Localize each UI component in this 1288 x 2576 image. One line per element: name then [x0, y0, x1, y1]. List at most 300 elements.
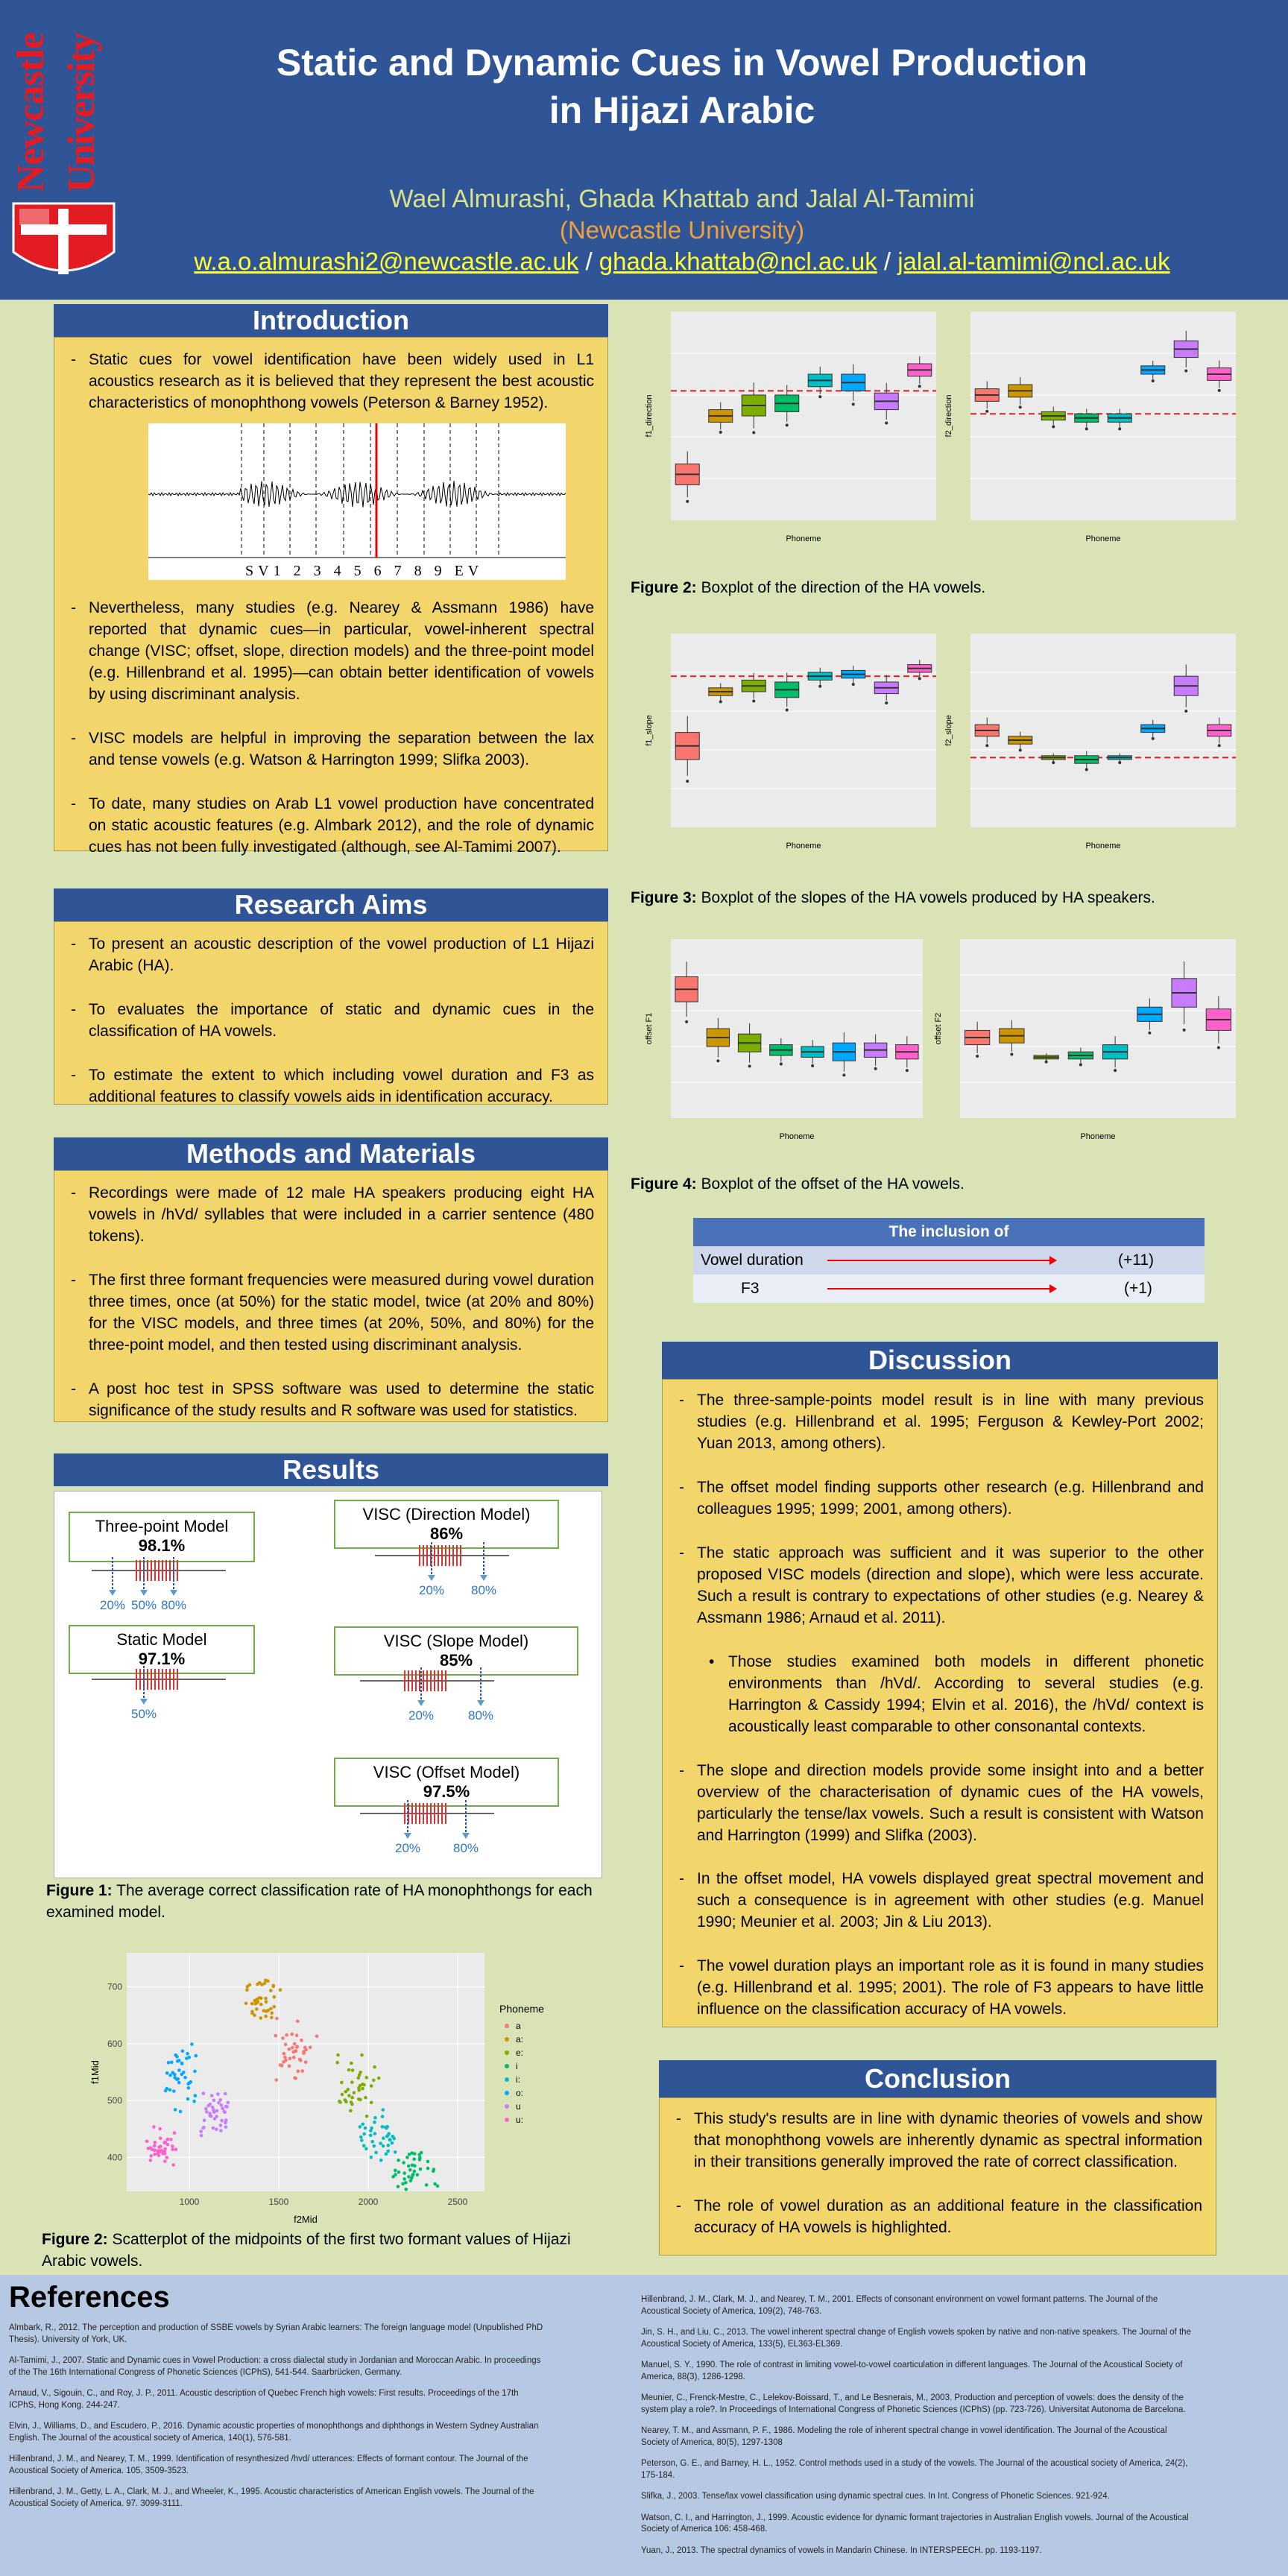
data-point	[362, 2133, 366, 2136]
poster-title-line1: Static and Dynamic Cues in Vowel Production	[276, 42, 1088, 83]
data-point	[361, 2123, 364, 2127]
data-point	[152, 2125, 156, 2129]
data-point	[282, 2060, 285, 2064]
sample-label: 20%	[99, 1598, 126, 1612]
data-point	[298, 2058, 302, 2062]
data-point	[370, 2100, 373, 2104]
data-point	[186, 2097, 190, 2101]
model-score: 97.5%	[423, 1782, 470, 1801]
arrow-icon	[827, 1288, 1051, 1289]
figure1-text: The average correct classification rate of HA monophthongs for each examined model.	[46, 1882, 593, 1922]
data-point	[274, 2034, 278, 2038]
data-point	[382, 2108, 385, 2112]
data-point	[369, 2134, 373, 2138]
data-point	[292, 2056, 296, 2059]
discussion-heading: Discussion	[662, 1342, 1218, 1379]
data-point	[194, 2094, 198, 2097]
model-score: 85%	[439, 1651, 473, 1670]
data-point	[246, 1985, 250, 1989]
arrow-down-icon	[480, 1575, 487, 1581]
reference-item: Jin, S. H., and Liu, C., 2013. The vowel inherent spectral change of English vowels spoken by native and non-native speakers. The Journal of the Acoustical Society of America, 133(5), EL363-EL369.	[641, 2328, 1191, 2349]
data-point	[224, 2092, 227, 2096]
figure4-label: Figure 4:	[631, 1175, 697, 1193]
reference-item: Nearey, T. M., and Assmann, P. F., 1986. Modeling the role of inherent spectral change in vowel identification. The Journal of the Acoustical Society of America, 80(5), 1297-1308	[641, 2426, 1167, 2447]
data-point	[171, 2147, 174, 2151]
data-point	[284, 2043, 288, 2047]
y-axis-title: f1_direction	[645, 394, 654, 438]
data-point	[163, 2147, 167, 2151]
outlier-point	[1118, 427, 1121, 430]
data-point	[359, 2071, 362, 2074]
introduction-heading: Introduction	[54, 304, 608, 337]
reference-item: Peterson, G. E., and Barney, H. L., 1952. Control methods used in a study of the vowels. The Journal of the acoustical society of America, 24(2), 175-184.	[641, 2459, 1188, 2480]
arrow-down-icon	[404, 1833, 411, 1839]
data-point	[413, 2164, 417, 2168]
data-point	[220, 2119, 224, 2123]
inclusion-table-header: The inclusion of	[693, 1218, 1205, 1246]
data-point	[353, 2091, 356, 2094]
y-tick-label: 700	[107, 1981, 122, 1992]
svg-text:University: University	[60, 32, 103, 192]
x-axis-title: Phoneme	[1085, 842, 1121, 850]
data-point	[168, 2089, 172, 2092]
legend-key	[505, 2064, 509, 2068]
data-point	[270, 2015, 274, 2019]
data-point	[350, 2062, 353, 2065]
legend-label: u:	[516, 2115, 524, 2125]
data-point	[167, 2061, 171, 2065]
data-point	[436, 2185, 440, 2188]
arrow-down-icon	[170, 1590, 177, 1596]
data-point	[408, 2168, 412, 2172]
data-point	[170, 2061, 174, 2065]
legend-key	[505, 2104, 509, 2109]
data-point	[265, 2001, 268, 2004]
waveform-labels: SV1 2 3 4 5 6 7 8 9 EV	[245, 562, 484, 579]
data-point	[382, 2136, 385, 2140]
method-item: - A post hoc test in SPSS software was used to determine the static significance of the study results and R software was used for statistics.	[66, 1379, 594, 1422]
outlier-point	[1183, 1029, 1186, 1032]
waveform-image	[148, 423, 566, 580]
y-tick-label: 600	[107, 2038, 122, 2049]
arrow-down-icon	[140, 1590, 148, 1596]
data-point	[169, 2138, 173, 2141]
x-tick-label: 2000	[358, 2197, 379, 2207]
data-point	[374, 2151, 378, 2155]
outlier-point	[885, 422, 888, 425]
model-score: 98.1%	[138, 1536, 186, 1555]
data-point	[349, 2109, 353, 2113]
data-point	[397, 2159, 400, 2162]
data-point	[350, 2096, 354, 2100]
model-name: VISC (Offset Model)	[373, 1763, 520, 1781]
outlier-point	[685, 1020, 688, 1023]
data-point	[407, 2165, 411, 2168]
data-point	[216, 2092, 220, 2096]
data-point	[156, 2152, 160, 2156]
data-point	[413, 2170, 417, 2174]
outlier-point	[1052, 761, 1055, 764]
data-point	[153, 2153, 157, 2156]
inclusion-row-value: (+1)	[1124, 1280, 1152, 1297]
data-point	[387, 2150, 391, 2153]
conclusion-box	[659, 2097, 1216, 2255]
reference-item: Yuan, J., 2013. The spectral dynamics of vowels in Mandarin Chinese. In INTERSPEECH. pp. 1193-1197.	[641, 2545, 1042, 2555]
data-point	[385, 2152, 388, 2156]
outlier-point	[842, 1073, 845, 1076]
model-score: 86%	[429, 1524, 464, 1543]
sample-label: 80%	[470, 1583, 497, 1597]
reference-item: Hillenbrand, J. M., Getty, L. A., Clark, M. J., and Wheeler, K., 1995. Acoustic characteristics of American English vowels. The Journal of the Acoustical Society of America. 97. 3099-3111.	[9, 2487, 534, 2508]
data-point	[340, 2081, 344, 2085]
poster-header	[0, 0, 1288, 300]
boxplot-direction-f1	[643, 304, 944, 580]
data-point	[163, 2159, 167, 2163]
sample-label: 20%	[408, 1708, 435, 1723]
outlier-point	[811, 1064, 814, 1067]
authors: Wael Almurashi, Ghada Khattab and Jalal Al-Tamimi	[389, 185, 975, 213]
data-point	[259, 2003, 263, 2007]
data-point	[288, 2048, 291, 2051]
reference-item: Hillenbrand, J. M., Clark, M. J., and Nearey, T. M., 2001. Effects of consonant environment on vowel formant patterns. The Journal of the Acoustical Society of America, 109(2), 748-763.	[641, 2295, 1158, 2316]
intro-paragraph-1: - Static cues for vowel identification have been widely used in L1 acoustics research as it is believed that they represent the best acoustic characteristics of monophthong vowels (Peterson & Barney 1952).	[66, 350, 594, 414]
data-point	[432, 2170, 435, 2174]
data-point	[149, 2159, 153, 2162]
legend-key	[505, 2024, 509, 2028]
data-point	[174, 2147, 178, 2151]
outlier-point	[752, 431, 755, 434]
data-point	[204, 2107, 208, 2111]
arrow-head-icon	[1049, 1284, 1057, 1293]
sample-label: 80%	[160, 1598, 187, 1612]
arrow-down-icon	[477, 1700, 484, 1706]
data-point	[372, 2079, 376, 2083]
university-logo	[6, 13, 118, 282]
data-point	[158, 2127, 162, 2131]
data-point	[188, 2081, 192, 2085]
data-point	[279, 1988, 282, 1992]
figure3-caption	[631, 887, 1242, 909]
data-point	[360, 2138, 364, 2142]
data-point	[154, 2141, 157, 2144]
data-point	[212, 2108, 215, 2112]
data-point	[269, 2007, 273, 2011]
data-point	[361, 2087, 364, 2091]
data-point	[175, 2055, 179, 2059]
outlier-point	[1184, 370, 1187, 373]
plot-background	[127, 1953, 484, 2191]
data-point	[377, 2077, 381, 2080]
data-point	[227, 2101, 230, 2105]
outlier-point	[1045, 1061, 1048, 1064]
aims-box	[54, 921, 608, 1105]
intro-paragraph-3: - VISC models are helpful in improving the separation between the lax and tense vowels (e.g. Watson & Harrington 1999; Slifka 2003).	[66, 728, 594, 771]
data-point	[397, 2185, 400, 2188]
data-point	[208, 2112, 212, 2115]
data-point	[218, 2098, 222, 2102]
plot-background	[671, 634, 936, 827]
legend-key	[505, 2037, 509, 2042]
data-point	[402, 2171, 406, 2175]
data-point	[292, 2051, 296, 2054]
data-point	[220, 2103, 224, 2107]
outlier-point	[719, 701, 722, 704]
outlier-point	[1218, 744, 1221, 747]
data-point	[341, 2093, 344, 2097]
x-tick-label: 1000	[179, 2197, 200, 2207]
outlier-point	[818, 685, 821, 688]
discussion-item: - The static approach was sufficient and it was superior to the other proposed VISC models (direction and slope), which were less accurate. Such a result is contrary to expectations of other studies (e.g. Nearey & Assmann 1986; Arnaud et al. 2011).	[675, 1543, 1204, 1629]
intro-paragraph-4: - To date, many studies on Arab L1 vowel production have concentrated on static acoustic features (e.g. Almbark 2012), and the role of dynamic cues has not been fully investigated (although, see Al-Tamimi 2007).	[66, 794, 594, 859]
arrow-down-icon	[109, 1590, 116, 1596]
outlier-point	[1217, 1046, 1220, 1049]
data-point	[426, 2167, 430, 2171]
data-point	[373, 2132, 377, 2135]
data-point	[288, 2065, 291, 2068]
x-axis-title: Phoneme	[1080, 1132, 1116, 1141]
data-point	[183, 2076, 187, 2080]
data-point	[394, 2150, 397, 2154]
data-point	[393, 2137, 397, 2141]
method-item: - The first three formant frequencies were measured during vowel duration three times, once (at 50%) for the static model, twice (at 20% and 80%) for the VISC models, and three times (at 20%, 50%, and 80%) for the three-point model, and then tested using discriminant analysis.	[66, 1270, 594, 1357]
data-point	[347, 2068, 351, 2072]
data-point	[296, 2019, 300, 2023]
data-point	[294, 2077, 297, 2080]
data-point	[293, 2042, 297, 2046]
arrow-down-icon	[140, 1699, 148, 1705]
legend-key	[505, 2077, 509, 2082]
separator: /	[883, 247, 891, 275]
results-heading: Results	[54, 1453, 608, 1486]
outlier-point	[1118, 761, 1121, 764]
boxplot-direction-f2	[942, 304, 1243, 580]
data-point	[370, 2127, 373, 2130]
model-name: Three-point Model	[95, 1517, 229, 1535]
outlier-point	[1184, 710, 1187, 713]
data-point	[186, 2052, 189, 2056]
data-point	[359, 2135, 363, 2139]
data-point	[418, 2156, 422, 2159]
outlier-point	[1052, 426, 1055, 429]
discussion-subitem: • Those studies examined both models in different phonetic environments than /hVd/. According to several studies (e.g. Harrington & Cassidy 1994; Elvin et al. 2016), the /hVd/ context is acoustically least comparable to other consonantal contexts.	[675, 1652, 1204, 1738]
x-axis-title: Phoneme	[786, 534, 821, 543]
y-axis-title: offset F2	[934, 1012, 943, 1045]
boxplot-slope-f2	[942, 626, 1243, 887]
data-point	[388, 2138, 392, 2142]
data-point	[250, 2002, 254, 2006]
outlier-point	[719, 431, 722, 434]
sample-label: 20%	[418, 1583, 445, 1597]
data-point	[335, 2061, 339, 2065]
outlier-point	[1019, 405, 1022, 408]
data-point	[357, 2077, 361, 2080]
data-point	[282, 2052, 286, 2056]
data-point	[244, 2001, 248, 2005]
data-point	[304, 2060, 308, 2064]
data-point	[300, 2039, 303, 2042]
data-point	[177, 2081, 181, 2085]
data-point	[288, 2056, 292, 2060]
data-point	[209, 2103, 212, 2106]
reference-item: Hillenbrand, J. M., and Nearey, T. M., 1999. Identification of resynthesized /hvd/ utterances: Effects of formant contour. The Journal of the Acoustical Society of America. 105, 3509-3523.	[9, 2455, 528, 2475]
data-point	[315, 2035, 319, 2039]
discussion-item: - The three-sample-points model result is in line with many previous studies (e.g. Hillenbrand et al. 1995; Ferguson & Kewley-Port 2002; Yuan 2013, among others).	[675, 1390, 1204, 1455]
data-point	[373, 2116, 377, 2120]
outlier-point	[1019, 749, 1022, 752]
y-tick-label: 400	[107, 2152, 122, 2163]
references-section	[0, 2275, 1288, 2576]
legend-label: e:	[516, 2048, 524, 2058]
outlier-point	[1152, 379, 1155, 382]
data-point	[221, 2106, 224, 2110]
reference-item: Slifka, J., 2003. Tense/lax vowel classification using dynamic spectral cues. In Int. Congress of Phonetic Sciences. 921-924.	[641, 2492, 1110, 2501]
data-point	[275, 2078, 279, 2082]
outlier-point	[818, 395, 821, 398]
model-name: Static Model	[116, 1630, 207, 1649]
outlier-point	[1152, 737, 1155, 740]
data-point	[373, 2065, 376, 2069]
data-point	[296, 2045, 300, 2049]
x-tick-label: 1500	[268, 2197, 289, 2207]
data-point	[379, 2141, 382, 2145]
data-point	[411, 2151, 414, 2155]
data-point	[364, 2127, 367, 2130]
outlier-point	[686, 500, 689, 503]
conclusion-item: - The role of vowel duration as an additional feature in the classification accuracy of HA vowels is highlighted.	[672, 2196, 1202, 2239]
outlier-point	[1085, 768, 1088, 771]
outlier-point	[1010, 1053, 1013, 1056]
data-point	[225, 2105, 229, 2109]
data-point	[147, 2147, 151, 2150]
affiliation: (Newcastle University)	[559, 216, 805, 244]
email-link-3[interactable]: jalal.al-tamimi@ncl.ac.uk	[897, 247, 1170, 275]
scatter-caption-label: Figure 2:	[42, 2231, 108, 2248]
outlier-point	[918, 385, 921, 388]
model-name: VISC (Slope Model)	[383, 1632, 529, 1650]
data-point	[350, 2100, 353, 2104]
data-point	[364, 2096, 367, 2100]
data-point	[265, 2010, 268, 2013]
email-link-2[interactable]: ghada.khattab@ncl.ac.uk	[599, 247, 877, 275]
data-point	[179, 2110, 183, 2114]
plot-background	[970, 634, 1236, 827]
email-line	[119, 247, 1245, 276]
legend-label: i	[516, 2061, 518, 2071]
data-point	[266, 1979, 270, 1983]
data-point	[297, 2070, 300, 2074]
data-point	[212, 2127, 215, 2130]
data-point	[195, 2054, 198, 2058]
separator: /	[585, 247, 593, 275]
outlier-point	[874, 1067, 877, 1070]
outlier-point	[716, 1059, 719, 1062]
data-point	[338, 2100, 341, 2103]
outlier-point	[786, 708, 789, 711]
data-point	[192, 2100, 196, 2103]
outlier-point	[1218, 389, 1221, 392]
data-point	[344, 2090, 348, 2094]
outlier-point	[906, 1069, 909, 1072]
data-point	[416, 2173, 420, 2176]
outlier-point	[918, 677, 921, 680]
intro-paragraph-2: - Nevertheless, many studies (e.g. Nearey & Assmann 1986) have reported that dynamic cues—in particular, vowel-inherent spectral change (VISC; offset, slope, direction models) and the three-point model (e.g. Hillenbrand et al. 1995)—can obtain better identification of vowels by using discriminant analysis.	[66, 598, 594, 706]
data-point	[200, 2134, 203, 2138]
outlier-point	[748, 1064, 751, 1067]
outlier-point	[985, 410, 988, 413]
data-point	[283, 2056, 287, 2059]
data-point	[273, 2005, 277, 2009]
y-axis-title: f1_slope	[645, 715, 654, 746]
data-point	[411, 2173, 415, 2176]
reference-item: Arnaud, V., Sigouin, C., and Roy, J. P., 2011. Acoustic description of Quebec French high vowels: First results. Proceedings of the 17th ICPhS, Hong Kong. 244-247.	[9, 2389, 519, 2410]
data-point	[176, 2059, 180, 2063]
data-point	[275, 2017, 279, 2021]
references-heading: References	[9, 2281, 170, 2314]
data-point	[364, 2076, 368, 2080]
outlier-point	[976, 1055, 979, 1058]
data-point	[212, 2099, 216, 2103]
methods-heading: Methods and Materials	[54, 1137, 608, 1170]
discussion-item: - The vowel duration plays an important role as it is found in many studies (e.g. Hillenbrand et al. 1995; 2001). The role of F3 appears to have little influence on the classification accuracy of HA vowels.	[675, 1956, 1204, 2021]
data-point	[405, 2156, 409, 2159]
data-point	[180, 2062, 184, 2065]
data-point	[285, 2033, 288, 2037]
data-point	[409, 2179, 413, 2182]
aim-item: - To present an acoustic description of the vowel production of L1 Hijazi Arabic (HA).	[66, 934, 594, 977]
arrow-down-icon	[417, 1700, 425, 1706]
arrow-head-icon	[1049, 1256, 1057, 1265]
method-item: - Recordings were made of 12 male HA speakers producing eight HA vowels in /hVd/ syllables that were included in a carrier sentence (480 tokens).	[66, 1183, 594, 1248]
figure4-caption	[631, 1173, 1242, 1195]
sample-label: 50%	[130, 1598, 157, 1612]
inclusion-row-label: Vowel duration	[701, 1251, 804, 1269]
outlier-point	[786, 423, 789, 426]
data-point	[394, 2169, 397, 2173]
data-point	[387, 2144, 391, 2147]
data-point	[173, 2131, 177, 2135]
reference-item: Elvin, J., Williams, D., and Escudero, P., 2016. Dynamic acoustic properties of monophthongs and diphthongs in Western Sydney Australian English. The Journal of the acoustical society of America, 140(1), 576-581.	[9, 2422, 539, 2443]
y-axis-title: f2_slope	[944, 715, 953, 746]
inclusion-row-label: F3	[741, 1280, 760, 1297]
sample-label: 80%	[452, 1841, 479, 1855]
legend-key	[505, 2051, 509, 2055]
scatter-plot	[82, 1953, 589, 2229]
figure1-caption	[46, 1880, 598, 1924]
discussion-item: - The slope and direction models provide some insight into and a better overview of the characterisation of dynamic cues of the HA vowels, particularly the tense/lax vowels. Such a result is consistent with Watson and Harrington (1999) and Slifka (2003).	[675, 1761, 1204, 1847]
x-axis-title: f2Mid	[294, 2214, 318, 2225]
data-point	[419, 2168, 423, 2171]
data-point	[373, 2144, 376, 2148]
reference-item: Meunier, C., Frenck-Mestre, C., Lelekov-Boissard, T., and Le Besnerais, M., 2003. Production and perception of vowels: does the density of the system play a role?. In Proceedings of International Congress of Phonetic Sciences (ICPhS) (pp. 723-726). Universitat Autonoma de Barcelona.	[641, 2393, 1186, 2414]
x-axis-title: Phoneme	[1085, 534, 1121, 543]
data-point	[187, 2086, 191, 2090]
data-point	[255, 2007, 259, 2011]
data-point	[386, 2134, 390, 2138]
outlier-point	[686, 780, 689, 783]
boxplot-offset-f1	[643, 932, 930, 1170]
data-point	[165, 2156, 169, 2159]
data-point	[351, 2068, 355, 2072]
data-point	[163, 2152, 167, 2156]
references-right	[641, 2294, 1193, 2566]
data-point	[272, 1984, 276, 1988]
data-point	[295, 2033, 299, 2037]
data-point	[401, 2182, 405, 2186]
data-point	[224, 2125, 228, 2129]
y-axis-title: f2_direction	[944, 394, 953, 438]
data-point	[402, 2161, 405, 2165]
email-link-1[interactable]: w.a.o.almurashi2@newcastle.ac.uk	[194, 247, 579, 275]
